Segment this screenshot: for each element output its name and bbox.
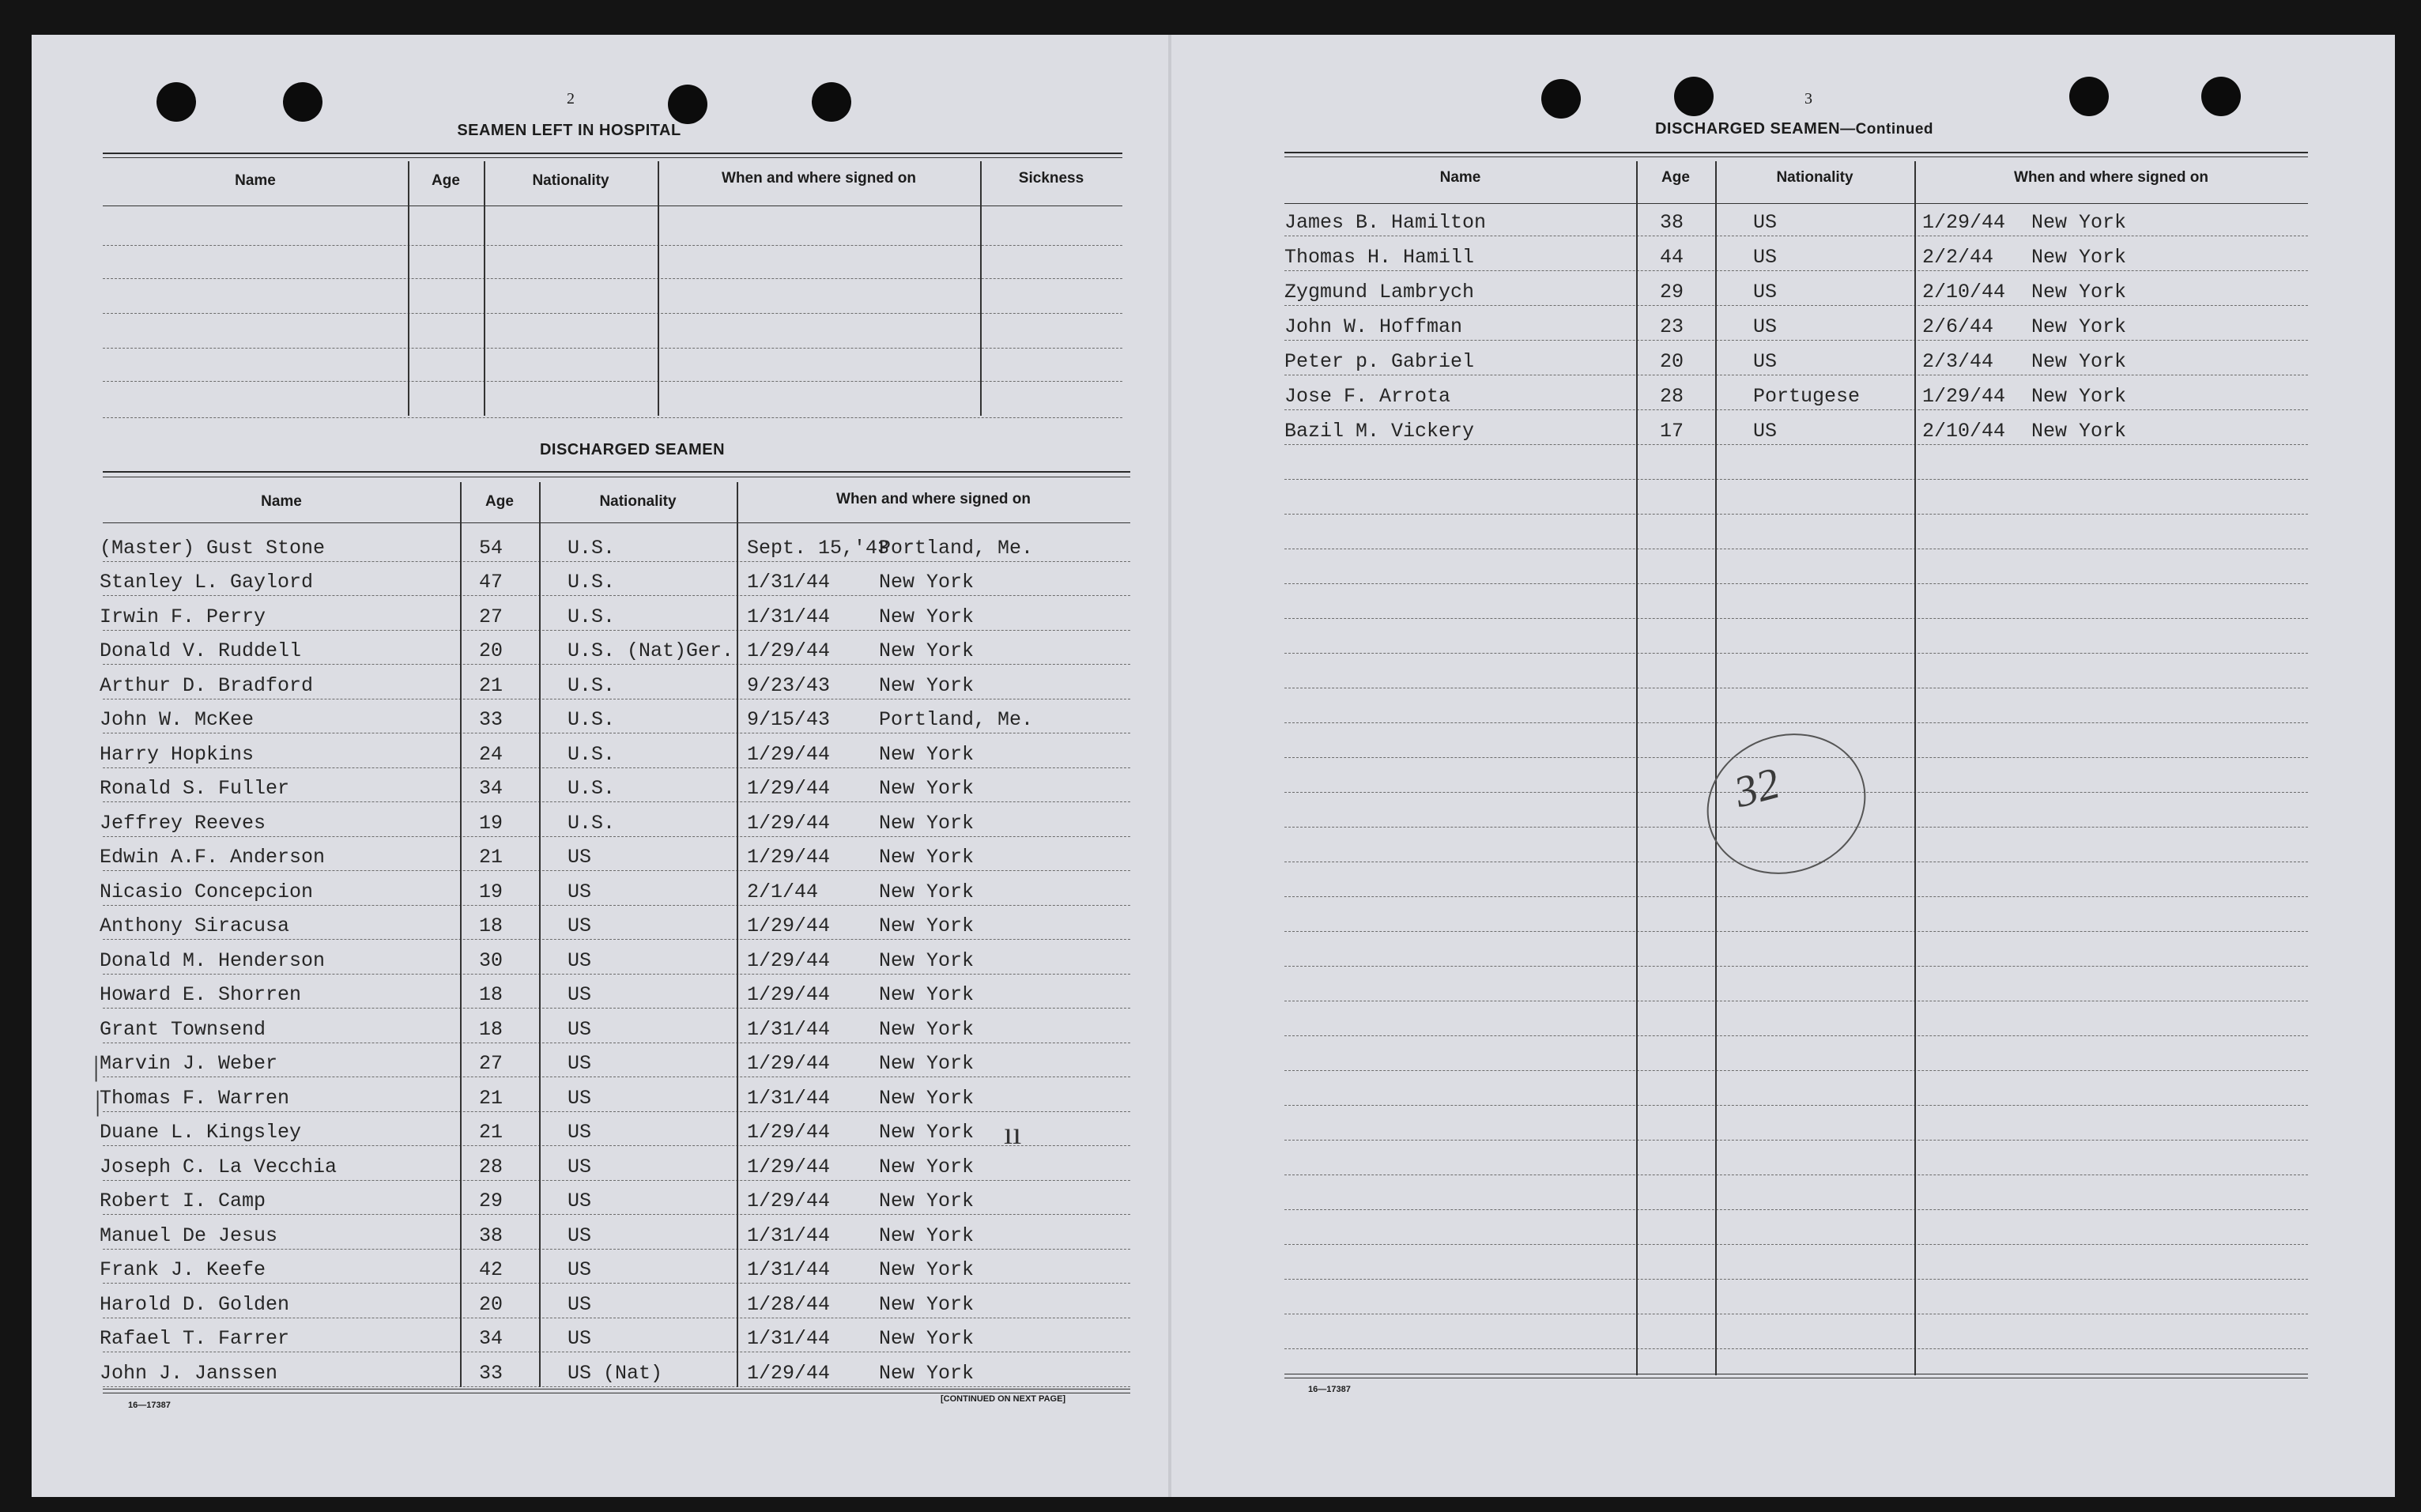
row-line [1284,1279,2308,1280]
row-signed-place: New York [2031,350,2127,373]
row-name: Rafael T. Farrer [100,1327,290,1350]
row-line [103,595,1130,596]
row-line [1284,1209,2308,1210]
binding-gutter [1168,35,1171,1497]
row-nationality: U.S. [568,777,616,800]
row-line [1284,270,2308,271]
row-line [1284,1105,2308,1106]
row-name: Zygmund Lambrych [1284,281,1475,304]
table-rule [103,471,1130,473]
row-nationality: US [568,1224,592,1247]
row-line [1284,409,2308,410]
row-age: 18 [479,983,503,1006]
row-signed-date: 1/29/44 [747,742,831,766]
row-age: 20 [479,639,503,662]
row-signed-date: 1/29/44 [1922,385,2006,408]
row-signed-place: New York [879,605,975,628]
row-name: Grant Townsend [100,1017,266,1041]
row-signed-date: 2/10/44 [1922,420,2006,443]
row-line [103,1145,1130,1146]
punch-hole [812,82,851,122]
row-nationality: U.S. [568,605,616,628]
column-header-sickness: Sickness [1018,170,1084,187]
row-signed-date: 2/10/44 [1922,281,2006,304]
column-divider [1636,161,1638,1375]
section-title-text: DISCHARGED SEAMEN [1654,120,1841,138]
row-age: 19 [479,880,503,903]
row-name: Marvin J. Weber [100,1052,278,1075]
row-line [1284,1244,2308,1245]
row-age: 29 [1660,281,1684,304]
row-age: 21 [479,1086,503,1110]
row-line [103,1008,1130,1009]
row-line [103,1076,1130,1077]
row-age: 29 [479,1190,503,1212]
row-line [103,630,1130,631]
row-line [1284,514,2308,515]
row-nationality: US [568,1155,592,1178]
row-signed-place: New York [2031,315,2127,338]
punch-hole [156,82,196,122]
column-divider [658,161,659,416]
row-line [1284,1070,2308,1071]
row-name: Jose F. Arrota [1284,385,1451,408]
row-age: 54 [479,536,503,560]
row-age: 47 [479,571,503,594]
row-line [1284,1348,2308,1349]
row-name: Donald M. Henderson [100,948,326,972]
row-signed-date: 1/29/44 [747,948,831,972]
table-rule [1284,156,2308,157]
column-divider [484,161,485,416]
row-signed-date: 9/15/43 [747,708,831,731]
row-nationality: U.S. [568,811,616,835]
row-signed-date: 1/29/44 [1922,211,2006,234]
row-nationality: US [568,1327,592,1350]
row-line [103,664,1130,665]
row-age: 18 [479,1017,503,1041]
row-name: Jeffrey Reeves [100,811,266,835]
row-age: 20 [1660,350,1684,373]
row-line [1284,340,2308,341]
column-header-name: Name [261,493,302,510]
column-divider [1715,161,1717,1375]
row-signed-place: New York [2031,385,2127,408]
page-number: 2 [567,90,575,107]
row-line [103,1283,1130,1284]
row-signed-place: New York [879,1017,975,1041]
row-signed-place: New York [879,948,975,972]
row-nationality: US [568,1052,592,1075]
table-rule [1284,152,2308,153]
row-nationality: U.S. (Nat)Ger. [568,639,734,662]
row-signed-date: 1/31/44 [747,1017,831,1041]
column-header-signed-on: When and where signed on [2014,169,2208,186]
row-nationality: US [1753,246,1778,269]
row-nationality: US [568,846,592,869]
row-signed-place: New York [879,639,975,662]
row-signed-place: New York [879,914,975,937]
row-signed-date: 2/2/44 [1922,246,1994,269]
row-nationality: US (Nat) [568,1361,663,1385]
row-signed-place: New York [879,983,975,1006]
row-signed-date: 1/29/44 [747,1155,831,1178]
column-header-age: Age [1661,169,1690,186]
row-signed-date: 1/31/44 [747,1258,831,1281]
row-age: 33 [479,708,503,731]
column-header-signed-on: When and where signed on [836,491,1031,507]
column-header-age: Age [485,493,514,510]
section-title-suffix: —Continued [1840,121,1933,138]
column-header-nationality: Nationality [599,493,677,510]
row-nationality: US [568,1292,592,1316]
row-nationality: US [568,914,592,937]
row-nationality: US [1753,350,1778,373]
column-header-age: Age [432,172,460,189]
row-age: 30 [479,948,503,972]
row-nationality: US [1753,420,1778,443]
punch-hole [668,85,707,124]
row-signed-date: 1/29/44 [747,1361,831,1385]
column-divider [1914,161,1916,1375]
row-name: Peter p. Gabriel [1284,350,1475,373]
row-signed-place: New York [2031,281,2127,304]
form-number: 16—17387 [1308,1385,1351,1394]
row-name: (Master) Gust Stone [100,536,326,560]
row-signed-date: 1/31/44 [747,571,831,594]
row-signed-place: New York [879,1190,975,1212]
row-age: 21 [479,1121,503,1144]
row-line [1284,931,2308,932]
row-line [1284,444,2308,445]
row-name: Robert I. Camp [100,1190,266,1212]
column-header-nationality: Nationality [532,172,609,189]
row-line [103,1214,1130,1215]
row-signed-place: New York [879,880,975,903]
row-signed-date: 1/31/44 [747,1086,831,1110]
row-signed-date: 2/3/44 [1922,350,1994,373]
table-rule [103,522,1130,523]
row-line [1284,966,2308,967]
margin-bracket-mark: | [93,1050,100,1082]
row-signed-date: 1/29/44 [747,1121,831,1144]
row-nationality: US [1753,315,1778,338]
row-signed-place: New York [2031,246,2127,269]
row-line [103,767,1130,768]
table-rule [103,205,1122,206]
row-age: 38 [1660,211,1684,234]
row-name: Bazil M. Vickery [1284,420,1475,443]
row-signed-date: 1/29/44 [747,1052,831,1075]
row-nationality: U.S. [568,708,616,731]
row-signed-date: 2/1/44 [747,880,819,903]
row-signed-date: 9/23/43 [747,673,831,697]
row-line [103,905,1130,906]
row-line [103,974,1130,975]
handwritten-count: 32 [1729,758,1786,818]
page-number: 3 [1804,90,1812,107]
margin-bracket-mark: | [95,1085,101,1117]
row-age: 19 [479,811,503,835]
row-nationality: US [568,1086,592,1110]
table-rule [1284,203,2308,204]
row-signed-place: Portland, Me. [879,708,1034,731]
row-nationality: U.S. [568,571,616,594]
row-signed-date: 1/29/44 [747,1190,831,1212]
row-signed-date: 1/29/44 [747,914,831,937]
row-signed-date: 1/31/44 [747,605,831,628]
row-line [103,278,1122,279]
row-name: Stanley L. Gaylord [100,571,314,594]
row-line [103,417,1122,418]
row-signed-place: New York [879,1155,975,1178]
row-age: 28 [479,1155,503,1178]
row-age: 27 [479,1052,503,1075]
column-header-nationality: Nationality [1776,169,1853,186]
row-line [103,313,1122,314]
hospital-section-title: SEAMEN LEFT IN HOSPITAL [457,122,681,139]
row-signed-place: New York [879,1086,975,1110]
column-divider [980,161,982,416]
row-signed-date: 1/31/44 [747,1327,831,1350]
row-name: Joseph C. La Vecchia [100,1155,338,1178]
row-age: 20 [479,1292,503,1316]
row-age: 34 [479,777,503,800]
row-nationality: Portugese [1753,385,1861,408]
row-signed-place: New York [879,1121,975,1144]
punch-hole [1541,79,1581,119]
row-age: 18 [479,914,503,937]
row-name: Donald V. Ruddell [100,639,302,662]
column-header-name: Name [1439,169,1481,186]
row-line [1284,479,2308,480]
row-signed-date: 1/28/44 [747,1292,831,1316]
row-name: Manuel De Jesus [100,1224,278,1247]
row-age: 23 [1660,315,1684,338]
row-signed-place: New York [879,1327,975,1350]
table-rule [103,157,1122,158]
row-nationality: US [1753,211,1778,234]
row-name: John W. McKee [100,708,255,731]
row-age: 27 [479,605,503,628]
row-signed-date: 1/31/44 [747,1224,831,1247]
row-name: John J. Janssen [100,1361,278,1385]
row-signed-place: New York [879,846,975,869]
row-signed-place: New York [879,742,975,766]
row-name: Thomas H. Hamill [1284,246,1475,269]
row-signed-place: New York [879,571,975,594]
row-age: 28 [1660,385,1684,408]
row-signed-place: New York [879,1292,975,1316]
row-signed-place: New York [879,811,975,835]
row-signed-date: 1/29/44 [747,777,831,800]
row-signed-place: New York [879,1258,975,1281]
row-signed-date: 2/6/44 [1922,315,1994,338]
row-line [103,870,1130,871]
row-signed-place: New York [2031,211,2127,234]
column-divider [408,161,409,416]
row-nationality: U.S. [568,673,616,697]
form-number: 16—17387 [128,1401,171,1410]
row-line [1284,653,2308,654]
row-line [1284,722,2308,723]
row-line [103,348,1122,349]
continued-note: [CONTINUED ON NEXT PAGE] [941,1394,1066,1404]
row-line [1284,896,2308,897]
row-line [103,381,1122,382]
row-nationality: US [1753,281,1778,304]
table-rule [103,153,1122,154]
punch-hole [1674,77,1714,116]
row-line [103,561,1130,562]
row-signed-date: 1/29/44 [747,846,831,869]
row-name: Anthony Siracusa [100,914,290,937]
punch-hole [2069,77,2109,116]
row-line [1284,1035,2308,1036]
row-signed-date: Sept. 15,'43 [747,536,890,560]
row-signed-place: New York [879,777,975,800]
row-signed-place: New York [879,673,975,697]
row-age: 24 [479,742,503,766]
row-signed-place: New York [2031,420,2127,443]
row-nationality: US [568,880,592,903]
row-name: Irwin F. Perry [100,605,266,628]
row-nationality: US [568,1017,592,1041]
punch-hole [2201,77,2241,116]
row-name: Ronald S. Fuller [100,777,290,800]
column-divider [737,482,738,1387]
row-signed-date: 1/29/44 [747,811,831,835]
row-line [1284,1140,2308,1141]
row-name: Harry Hopkins [100,742,255,766]
row-name: Thomas F. Warren [100,1086,290,1110]
row-signed-date: 1/29/44 [747,983,831,1006]
row-age: 21 [479,673,503,697]
row-line [103,1249,1130,1250]
row-line [1284,583,2308,584]
row-signed-date: 1/29/44 [747,639,831,662]
row-name: Harold D. Golden [100,1292,290,1316]
row-signed-place: New York [879,1052,975,1075]
row-age: 17 [1660,420,1684,443]
row-name: John W. Hoffman [1284,315,1463,338]
row-name: Arthur D. Bradford [100,673,314,697]
column-header-name: Name [235,172,276,189]
row-line [1284,305,2308,306]
row-age: 21 [479,846,503,869]
discharged-section-title: DISCHARGED SEAMEN [539,441,726,458]
row-signed-place: Portland, Me. [879,536,1034,560]
row-line [103,836,1130,837]
row-line [103,939,1130,940]
row-name: Howard E. Shorren [100,983,302,1006]
row-line [103,1180,1130,1181]
discharged-continued-title [1597,120,1992,138]
row-signed-place: New York [879,1224,975,1247]
column-header-signed-on: When and where signed on [722,170,916,187]
row-line [103,1111,1130,1112]
row-line [103,1386,1130,1387]
row-nationality: US [568,983,592,1006]
row-age: 33 [479,1361,503,1385]
column-divider [539,482,541,1387]
row-nationality: US [568,1190,592,1212]
row-age: 44 [1660,246,1684,269]
row-name: James B. Hamilton [1284,211,1487,234]
row-name: Edwin A.F. Anderson [100,846,326,869]
column-divider [460,482,462,1387]
row-nationality: US [568,1258,592,1281]
row-name: Nicasio Concepcion [100,880,314,903]
row-name: Duane L. Kingsley [100,1121,302,1144]
row-line [103,245,1122,246]
row-age: 42 [479,1258,503,1281]
punch-hole [283,82,322,122]
row-age: 34 [479,1327,503,1350]
row-nationality: U.S. [568,536,616,560]
row-nationality: U.S. [568,742,616,766]
row-line [103,801,1130,802]
row-nationality: US [568,1121,592,1144]
row-name: Frank J. Keefe [100,1258,266,1281]
row-signed-place: New York [879,1361,975,1385]
handwritten-tick-mark: ıı [1004,1115,1022,1151]
row-line [1284,618,2308,619]
row-age: 38 [479,1224,503,1247]
row-nationality: US [568,948,592,972]
